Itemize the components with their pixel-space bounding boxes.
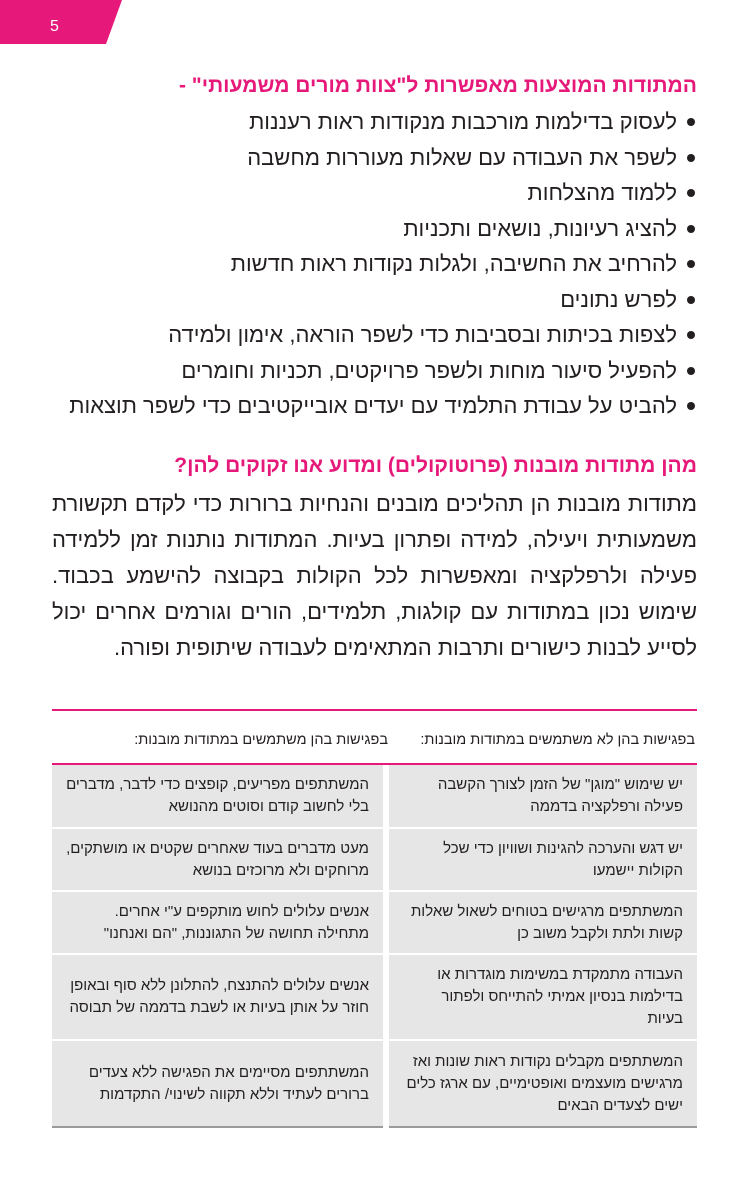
list-item: לשפר את העבודה עם שאלות מעוררות מחשבה <box>52 140 697 176</box>
header-with-protocols: בפגישות בהן משתמשים במתודות מובנות: <box>134 732 388 748</box>
section2-heading: מהן מתודות מובנות (פרוטוקולים) ומדוע אנו זקוקים להן? <box>174 453 697 477</box>
main-content <box>52 70 697 666</box>
bullet-list <box>52 104 697 424</box>
table-header-row <box>52 711 697 751</box>
table-cell: יש דגש והערכה להגינות ושוויון כדי שכל הקולות יישמעו <box>386 828 697 891</box>
section1-heading: המתודות המוצעות מאפשרות ל"צוות מורים משמעותי" - <box>178 74 697 97</box>
comparison-table <box>52 709 697 1128</box>
list-item: לצפות בכיתות ובסביבות כדי לשפר הוראה, אימון ולמידה <box>52 317 697 353</box>
list-item: להפעיל סיעור מוחות ולשפר פרויקטים, תכניות וחומרים <box>52 353 697 389</box>
list-item: להרחיב את החשיבה, ולגלות נקודות ראות חדשות <box>52 246 697 282</box>
page-corner-tab <box>0 0 122 44</box>
table-row <box>52 765 697 828</box>
list-item: להציג רעיונות, נושאים ותכניות <box>52 211 697 247</box>
table-cell: העבודה מתמקדת במשימות מוגדרות או בדילמות בנסיון אמיתי להתייחס ולפתור בעיות <box>386 954 697 1040</box>
list-item: ללמוד מהצלחות <box>52 175 697 211</box>
table-row <box>52 954 697 1040</box>
list-item: לעסוק בדילמות מורכבות מנקודות ראות רעננות <box>52 104 697 140</box>
table-cell: יש שימוש "מוגן" של הזמן לצורך הקשבה פעילה ורפלקציה בדממה <box>386 765 697 828</box>
page-number: 5 <box>50 18 59 35</box>
table-cell: המשתתפים מפריעים, קופצים כדי לדבר, מדברים בלי לחשוב קודם וסוטים מהנושא <box>52 765 386 828</box>
table-row <box>52 828 697 891</box>
table-cell: המשתתפים מסיימים את הפגישה ללא צעדים ברורים לעתיד וללא תקווה לשינוי/ התקדמות <box>52 1040 386 1127</box>
list-item: להביט על עבודת התלמיד עם יעדים אובייקטיבים כדי לשפר תוצאות <box>52 388 697 424</box>
table-row <box>52 891 697 954</box>
table-body <box>52 765 697 1128</box>
table-cell: אנשים עלולים לחוש מותקפים ע"י אחרים. מתחילה תחושה של התגוננות, "הם ואנחנו" <box>52 891 386 954</box>
section2-paragraph: מתודות מובנות הן תהליכים מובנים והנחיות ברורות כדי לקדם תקשורת משמעותית ויעילה, למידה ופתרון בעיות. המתודות נותנות זמן ללמידה פעילה ולרפלקציה ומאפשרות לכל הקולות בקבוצה להישמע בכבוד. שימוש נכון במתודות עם קולגות, תלמידים, הורים וגורמים אחרים יכול לסייע לבנות כישורים ותרבות המתאימים לעבודה שיתופית ופורה. <box>52 490 697 660</box>
table-cell: המשתתפים מקבלים נקודות ראות שונות ואז מרגישים מועצמים ואופטימיים, עם ארגז כלים ישים לצעדים הבאים <box>386 1040 697 1127</box>
table-row <box>52 1040 697 1127</box>
header-without-protocols: בפגישות בהן לא משתמשים במתודות מובנות: <box>420 732 695 748</box>
table-cell: מעט מדברים בעוד שאחרים שקטים או מושתקים, מרוחקים ולא מרוכזים בנושא <box>52 828 386 891</box>
table-cell: אנשים עלולים להתנצח, להתלונן ללא סוף ובאופן חוזר על אותן בעיות או לשבת בדממה של תבוסה <box>52 954 386 1040</box>
list-item: לפרש נתונים <box>52 282 697 318</box>
table-cell: המשתתפים מרגישים בטוחים לשאול שאלות קשות ולתת ולקבל משוב כן <box>386 891 697 954</box>
